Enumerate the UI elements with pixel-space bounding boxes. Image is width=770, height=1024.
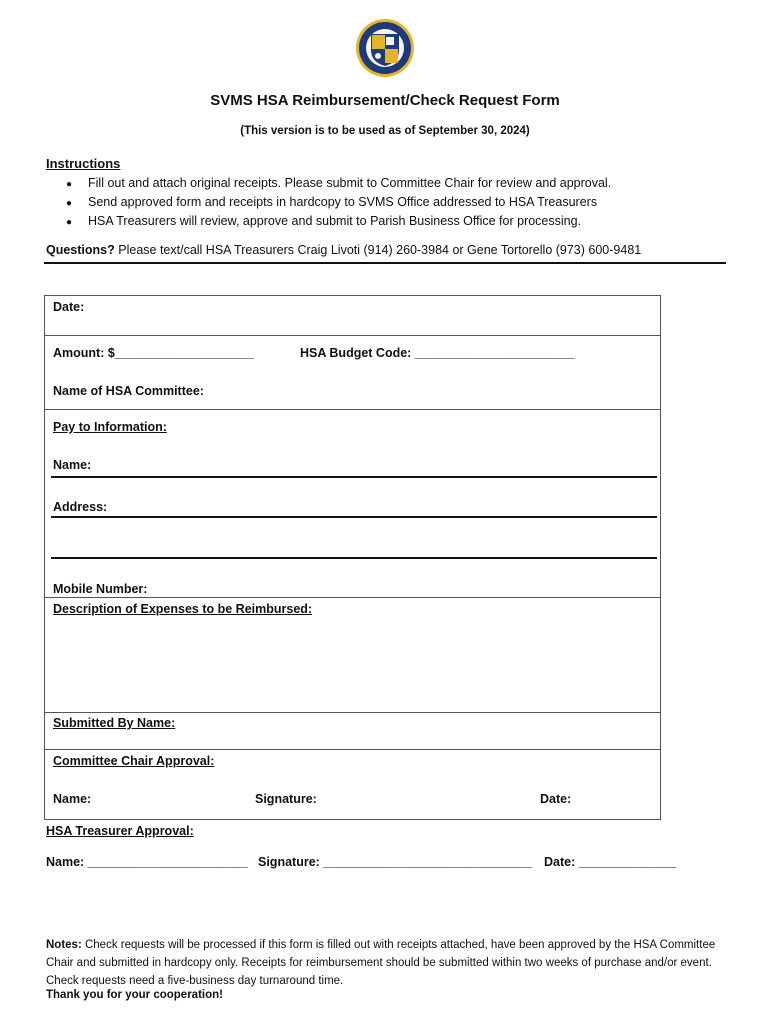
address-field-label[interactable]: Address: xyxy=(53,500,108,514)
date-field-label[interactable]: Date: xyxy=(53,300,85,314)
instructions-heading: Instructions xyxy=(46,156,121,171)
row-divider xyxy=(44,335,661,336)
section-divider xyxy=(44,262,726,264)
form-title: SVMS HSA Reimbursement/Check Request Form xyxy=(210,92,560,109)
thank-you-text: Thank you for your cooperation! xyxy=(46,989,223,1001)
mobile-field-label[interactable]: Mobile Number: xyxy=(53,582,148,596)
address-line-1[interactable] xyxy=(51,516,657,518)
treasurer-signature-field[interactable]: Signature: ______________________________ xyxy=(258,855,532,869)
school-seal-logo xyxy=(355,18,415,78)
instructions-list xyxy=(66,174,611,231)
description-field-label[interactable]: Description of Expenses to be Reimbursed: xyxy=(53,602,313,616)
instruction-item: ● Fill out and attach original receipts. Please submit to Committee Chair for review and approval. xyxy=(66,174,611,193)
row-divider xyxy=(44,712,661,713)
questions-label: Questions? xyxy=(46,243,115,257)
notes-paragraph xyxy=(46,936,736,990)
row-divider xyxy=(44,409,661,410)
chair-name-field-label[interactable]: Name: xyxy=(53,792,92,806)
notes-label: Notes: xyxy=(46,939,82,951)
chair-approval-heading: Committee Chair Approval: xyxy=(53,754,215,768)
row-divider xyxy=(44,597,661,598)
treasurer-approval-heading: HSA Treasurer Approval: xyxy=(46,824,194,838)
treasurer-date-field[interactable]: Date: ______________ xyxy=(544,855,677,869)
payee-name-line[interactable] xyxy=(51,476,657,478)
budget-code-field-label[interactable]: HSA Budget Code: _______________________ xyxy=(300,346,575,360)
treasurer-name-field[interactable]: Name: _______________________ xyxy=(46,855,248,869)
committee-field-label[interactable]: Name of HSA Committee: xyxy=(53,384,204,398)
row-divider xyxy=(44,749,661,750)
questions-text: Please text/call HSA Treasurers Craig Livoti (914) 260-3984 or Gene Tortorello (973) 600-9481 xyxy=(118,243,642,257)
address-line-2[interactable] xyxy=(51,557,657,559)
form-subtitle: (This version is to be used as of September 30, 2024) xyxy=(240,125,530,137)
amount-field-label[interactable]: Amount: $____________________ xyxy=(53,346,254,360)
chair-date-field-label[interactable]: Date: xyxy=(540,792,572,806)
notes-text: Check requests will be processed if this form is filled out with receipts attached, have been approved by the HSA Committee Chair and submitted in hardcopy only. Receipts for reimbursement should be submitted within two weeks of purchase and/or event. Check requests need a five-business day turnaround time. xyxy=(46,939,716,987)
questions-line xyxy=(46,243,641,257)
submitted-by-field-label[interactable]: Submitted By Name: xyxy=(53,716,176,730)
instruction-item: ● Send approved form and receipts in hardcopy to SVMS Office addressed to HSA Treasurers xyxy=(66,193,611,212)
chair-signature-field-label[interactable]: Signature: xyxy=(255,792,317,806)
instruction-item: ● HSA Treasurers will review, approve and submit to Parish Business Office for processing. xyxy=(66,212,611,231)
pay-to-heading: Pay to Information: xyxy=(53,420,167,434)
payee-name-field-label[interactable]: Name: xyxy=(53,458,92,472)
